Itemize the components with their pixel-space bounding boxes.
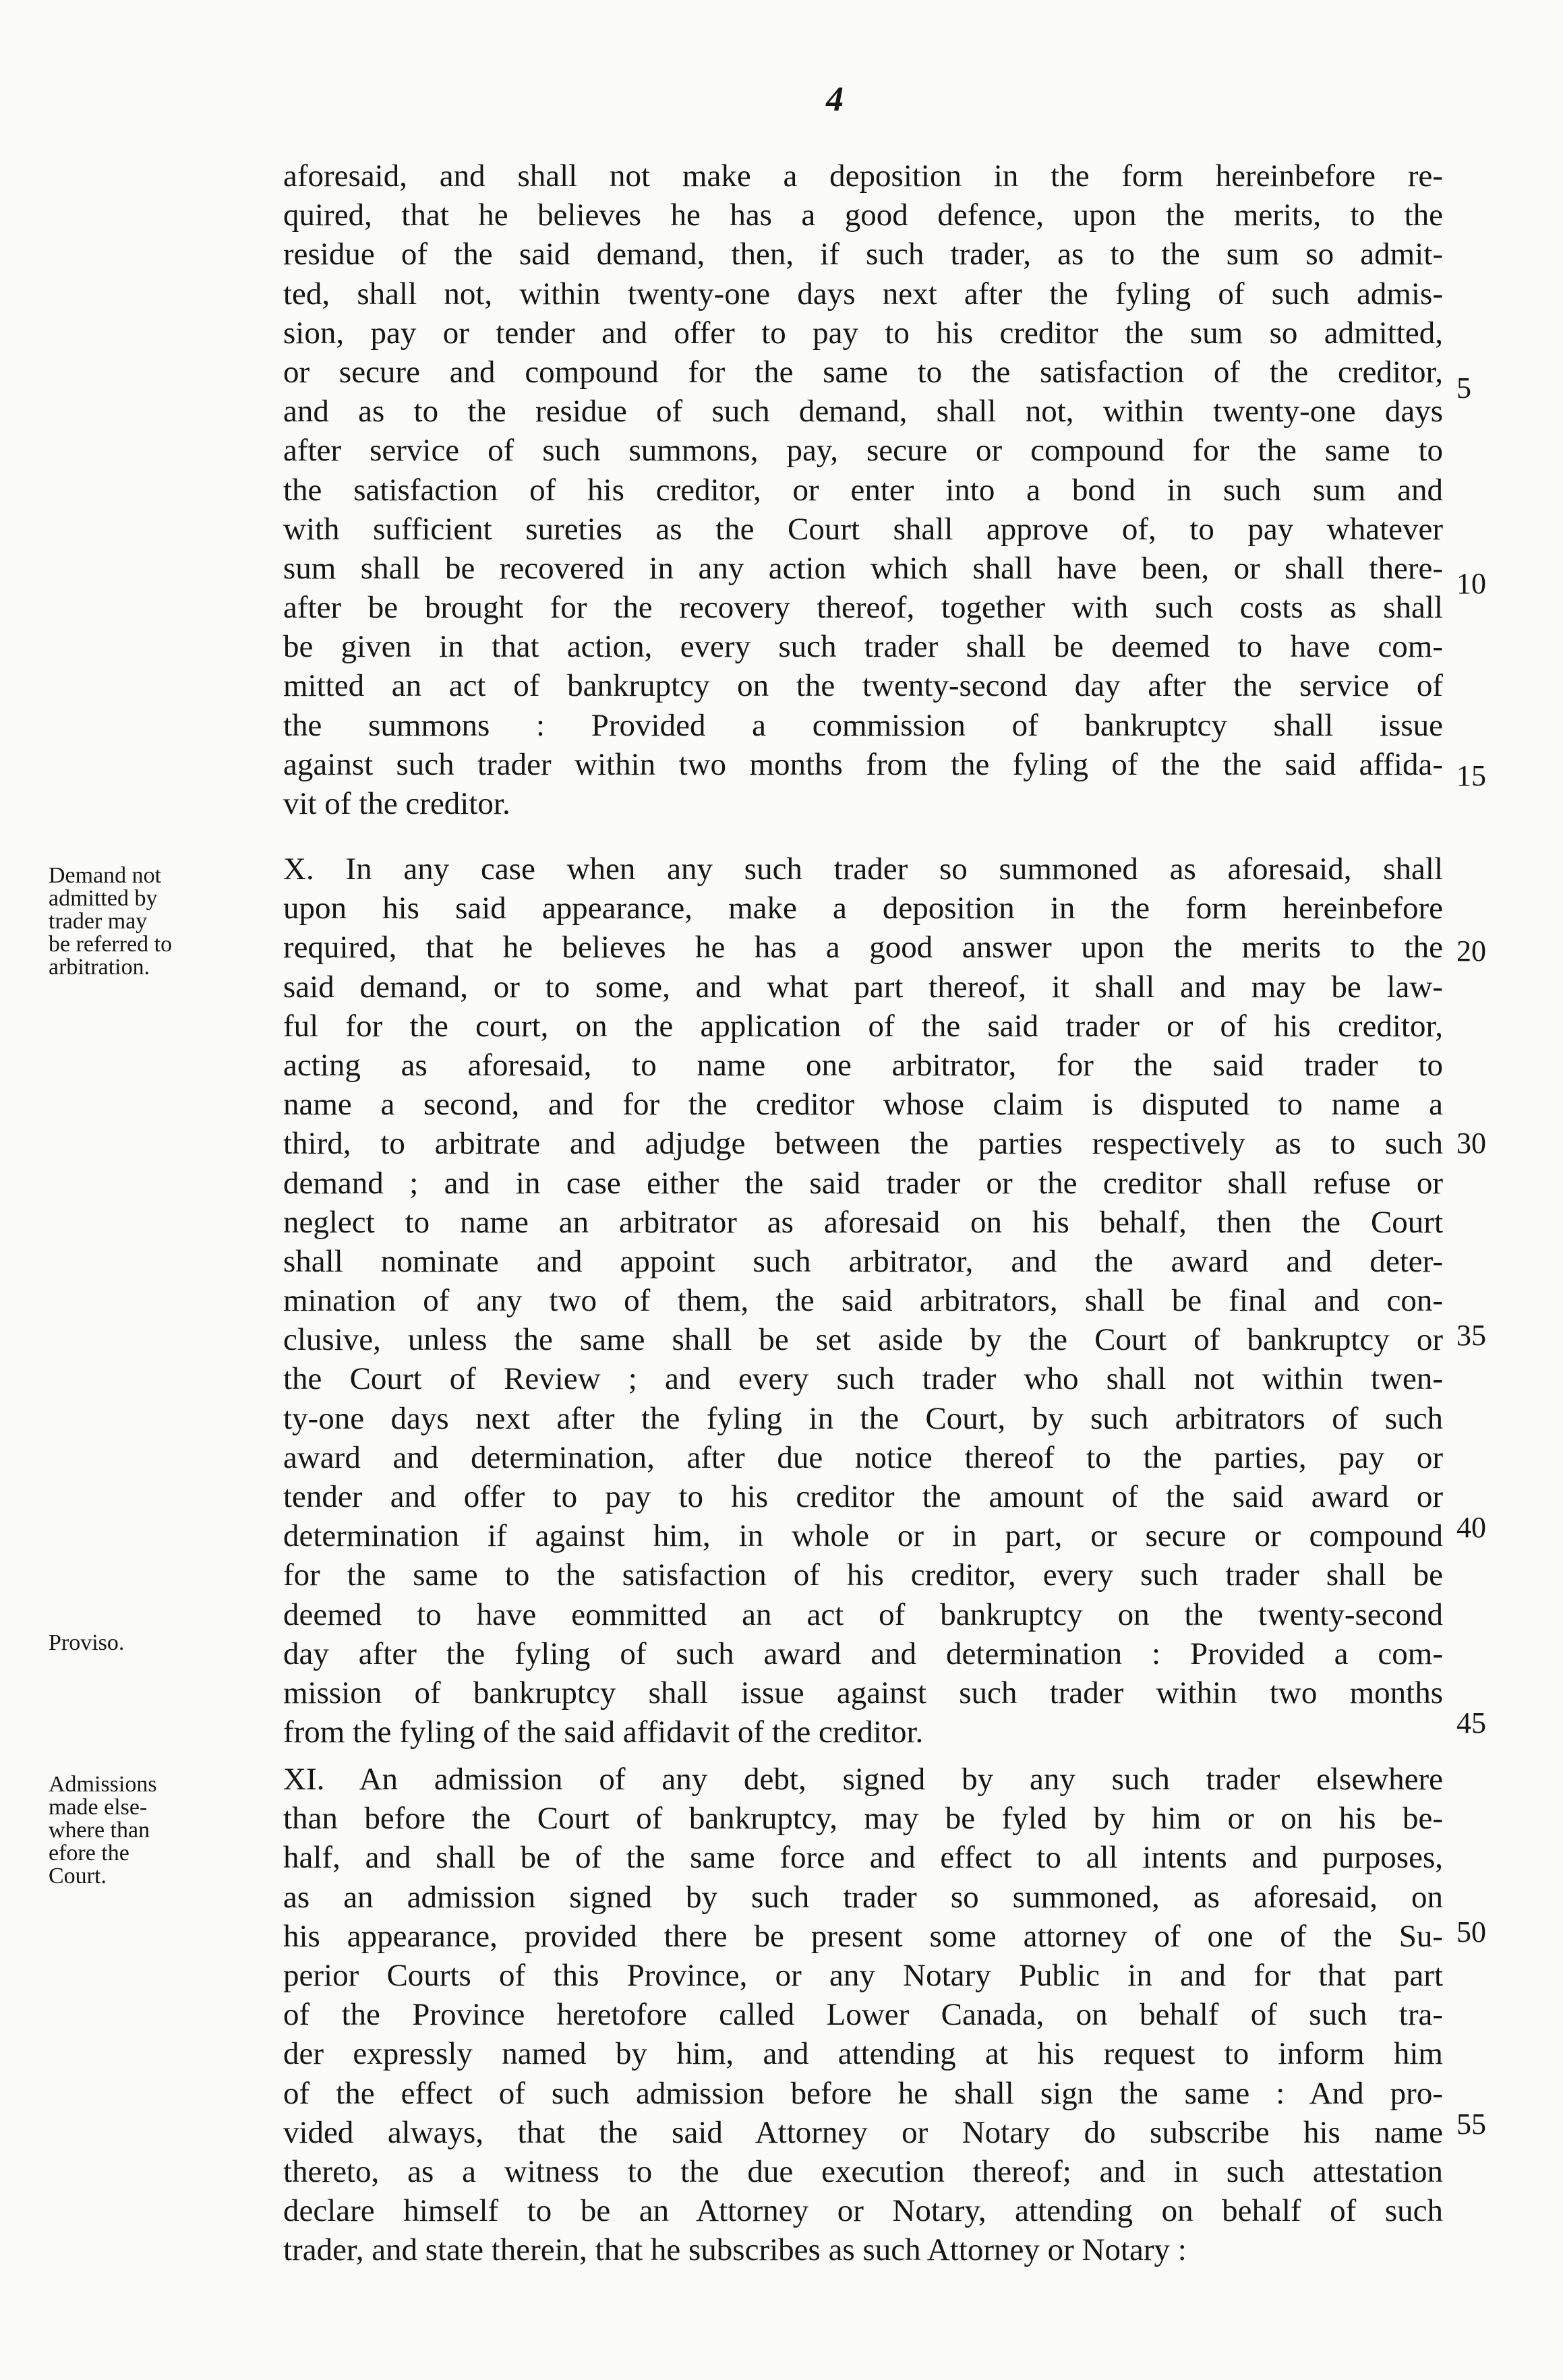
text-line: trader, and state therein, that he subscribes as such Attorney or Notary : [283,2232,1187,2268]
text-line: award and determination, after due notice thereof to the parties, pay or [283,1439,1443,1475]
text-line: perior Courts of this Province, or any Notary Public in and for that part [283,1957,1443,1993]
margin-note-demand [49,864,264,979]
text-line: be given in that action, every such trader shall be deemed to have com- [283,629,1443,665]
text-line: acting as aforesaid, to name one arbitrator, for the said trader to [283,1047,1443,1083]
margin-note-line: Admissions [49,1772,157,1797]
text-line: with sufficient sureties as the Court shall approve of, to pay whatever [283,511,1443,547]
page-number: 4 [826,80,844,119]
margin-note-admissions [49,1773,264,1888]
text-line: ted, shall not, within twenty-one days next after the fyling of such admis- [283,276,1443,311]
line-number: 30 [1456,1127,1486,1160]
section-x [283,850,1443,1752]
text-line: clusive, unless the same shall be set aside by the Court of bankruptcy or [283,1322,1443,1358]
text-line: der expressly named by him, and attending at his request to inform him [283,2036,1443,2072]
margin-note-line: Court. [49,1864,107,1888]
line-number: 45 [1456,1706,1486,1739]
text-line: against such trader within two months from the fyling of the the said affida- [283,746,1443,782]
text-line: from the fyling of the said affidavit of the creditor. [283,1715,924,1750]
line-number: 55 [1456,2108,1486,2141]
line-number: 15 [1456,759,1486,792]
section-xi [283,1760,1443,2269]
text-line: declare himself to be an Attorney or Notary, attending on behalf of such [283,2193,1443,2229]
text-line: name a second, and for the creditor whose claim is disputed to name a [283,1087,1443,1123]
text-line: neglect to name an arbitrator as aforesaid on his behalf, then the Court [283,1204,1443,1240]
text-line: than before the Court of bankruptcy, may be fyled by him or on his be- [283,1801,1443,1837]
text-line: vided always, that the said Attorney or Notary do subscribe his name [283,2114,1443,2150]
text-line: his appearance, provided there be present some attorney of one of the Su- [283,1918,1443,1954]
text-line: sion, pay or tender and offer to pay to his creditor the sum so admitted, [283,315,1443,351]
text-line: mitted an act of bankruptcy on the twenty-second day after the service of [283,668,1443,704]
line-number: 35 [1456,1319,1486,1352]
text-line: required, that he believes he has a good answer upon the merits to the [283,930,1443,965]
text-line: or secure and compound for the same to the satisfaction of the creditor, [283,354,1443,390]
text-line: thereto, as a witness to the due execution thereof; and in such attestation [283,2153,1443,2189]
line-number: 10 [1456,567,1486,600]
text-line: mission of bankruptcy shall issue against such trader within two months [283,1675,1443,1710]
text-line: sum shall be recovered in any action which shall have been, or shall there- [283,550,1443,586]
margin-note-line: trader may [49,909,148,934]
margin-note-line: arbitration. [49,955,150,980]
text-line: demand ; and in case either the said trader or the creditor shall refuse or [283,1165,1443,1201]
text-line: said demand, or to some, and what part thereof, it shall and may be law- [283,969,1443,1005]
margin-note-line: made else- [49,1795,148,1820]
margin-note-line: efore the [49,1841,129,1866]
text-line: for the same to the satisfaction of his creditor, every such trader shall be [283,1557,1443,1593]
margin-note-proviso [49,1632,264,1655]
text-line: aforesaid, and shall not make a deposition in the form hereinbefore re- [283,158,1443,194]
text-line: ful for the court, on the application of the said trader or of his creditor, [283,1008,1443,1044]
text-line: deemed to have eommitted an act of bankruptcy on the twenty-second [283,1597,1443,1632]
text-line: ty-one days next after the fyling in the Court, by such arbitrators of such [283,1400,1443,1436]
text-line: day after the fyling of such award and determination : Provided a com- [283,1636,1443,1671]
line-number: 20 [1456,934,1486,968]
margin-note-line: be referred to [49,932,173,957]
text-line: tender and offer to pay to his creditor the amount of the said award or [283,1479,1443,1514]
text-line: after be brought for the recovery thereof, together with such costs as shall [283,590,1443,626]
text-line: the summons : Provided a commission of bankruptcy shall issue [283,707,1443,743]
text-line: after service of such summons, pay, secure or compound for the same to [283,433,1443,469]
paragraph-continuation [283,156,1443,823]
text-line: half, and shall be of the same force and effect to all intents and purposes, [283,1840,1443,1876]
line-number: 40 [1456,1511,1486,1544]
text-line: determination if against him, in whole or in part, or secure or compound [283,1518,1443,1554]
text-line: the satisfaction of his creditor, or enter into a bond in such sum and [283,472,1443,508]
text-line: of the effect of such admission before he shall sign the same : And pro- [283,2075,1443,2111]
margin-note-line: admitted by [49,886,158,911]
text-line: mination of any two of them, the said arbitrators, shall be final and con- [283,1283,1443,1319]
text-line: vit of the creditor. [283,786,510,821]
line-number: 50 [1456,1915,1486,1948]
margin-note-line: where than [49,1818,150,1843]
margin-note-line: Proviso. [49,1630,125,1655]
text-line: shall nominate and appoint such arbitrator, and the award and deter- [283,1243,1443,1279]
text-line: and as to the residue of such demand, shall not, within twenty-one days [283,394,1443,429]
text-line: of the Province heretofore called Lower Canada, on behalf of such tra- [283,1997,1443,2033]
text-line: the Court of Review ; and every such trader who shall not within twen- [283,1361,1443,1397]
margin-note-line: Demand not [49,863,162,888]
text-line: quired, that he believes he has a good defence, upon the merits, to the [283,198,1443,233]
text-line: upon his said appearance, make a deposition in the form hereinbefore [283,891,1443,926]
text-line: XI. An admission of any debt, signed by any such trader elsewhere [283,1762,1443,1797]
text-line: third, to arbitrate and adjudge between the parties respectively as to such [283,1126,1443,1162]
text-line: as an admission signed by such trader so summoned, as aforesaid, on [283,1879,1443,1915]
text-line: X. In any case when any such trader so summoned as aforesaid, shall [283,852,1443,887]
text-line: residue of the said demand, then, if such trader, as to the sum so admit- [283,237,1443,272]
line-number: 5 [1456,371,1471,405]
